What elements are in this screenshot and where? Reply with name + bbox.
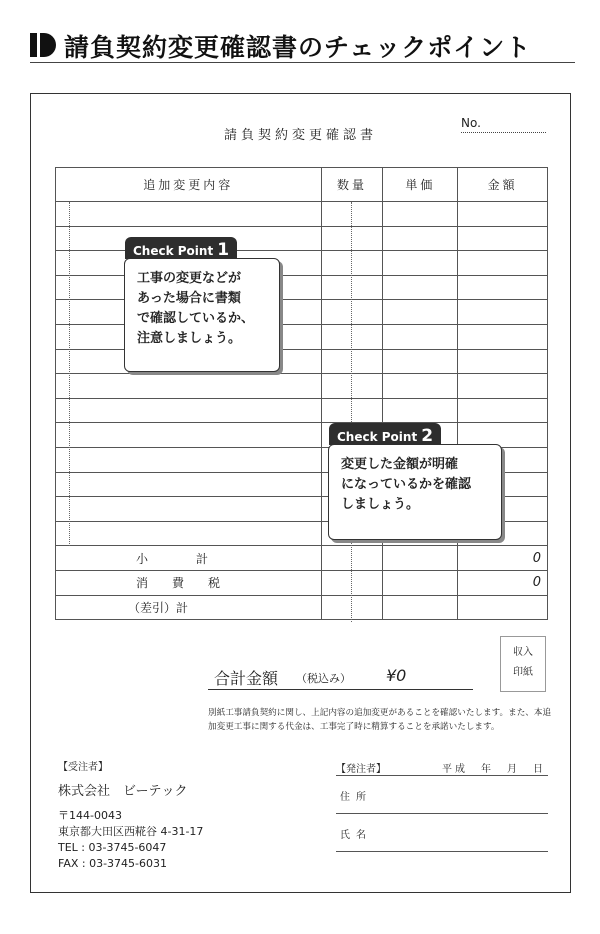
dotted-guide-line [69, 202, 70, 546]
check-point-2-callout [328, 426, 502, 540]
contractor-label: 【受注者】 [58, 762, 108, 773]
orderer-address-field: 住所 [336, 776, 548, 814]
column-header-quantity: 数量 [321, 168, 383, 202]
confirmation-notice: 別紙工事請負契約に関し、上記内容の追加変更があることを確認いたします。また、本追加変更工事に関する代金は、工事完了時に精算することを承諾いたします。 [208, 708, 552, 732]
grand-total-label: 合計金額 [214, 669, 279, 688]
revenue-stamp-box: 収入 印紙 [500, 636, 546, 692]
grand-total [208, 664, 473, 690]
contractor-company: 株式会社 ビーテック [58, 784, 188, 799]
column-header-amount: 金額 [458, 168, 548, 202]
table-row [56, 570, 548, 595]
column-header-description: 追加変更内容 [56, 168, 322, 202]
double-arrow-icon [30, 33, 56, 57]
page-header [30, 28, 575, 64]
check-point-2-caption: Check Point 2 [329, 423, 441, 445]
orderer-info [336, 760, 548, 852]
column-header-unit-price: 単価 [383, 168, 458, 202]
contractor-tel: TEL : 03-3745-6047 [58, 841, 167, 854]
check-point-1-callout [124, 240, 280, 372]
orderer-label: 【発注者】 [336, 764, 386, 775]
form-title: 請負契約変更確認書 [223, 128, 377, 143]
table-row [56, 374, 548, 399]
orderer-name-field: 氏名 [336, 814, 548, 852]
table-row [56, 546, 548, 571]
table-header-row [56, 168, 548, 202]
contractor-info [58, 760, 203, 872]
grand-total-value: ¥0 [386, 666, 407, 685]
contractor-fax: FAX : 03-3745-6031 [58, 857, 168, 870]
tax-included-note: （税込み） [296, 672, 351, 685]
net-total-label: （差引）計 [56, 595, 322, 620]
dotted-guide-line [351, 202, 352, 622]
contractor-postal: 〒144-0043 [58, 809, 122, 822]
net-total-amount [458, 595, 548, 620]
orderer-date: 平成 年 月 日 [442, 764, 546, 775]
subtotal-amount: 0 [458, 546, 548, 571]
contractor-address: 東京都大田区西糀谷 4-31-17 [58, 825, 204, 838]
check-point-1-text: 工事の変更などが あった場合に書類 で確認しているか、 注意しましょう。 [137, 271, 255, 346]
items-table [55, 167, 548, 620]
check-point-2-text: 変更した金額が明確 になっているかを確認 しましょう。 [341, 457, 472, 512]
page-title: 請負契約変更確認書のチェックポイント [64, 33, 532, 62]
consumption-tax-label: 消 費 税 [56, 570, 322, 595]
subtotal-label: 小 計 [56, 546, 322, 571]
table-row [56, 595, 548, 620]
header-rule [30, 62, 575, 63]
consumption-tax-amount: 0 [458, 570, 548, 595]
table-row [56, 398, 548, 423]
form-number-field: No. [461, 116, 546, 133]
table-row [56, 202, 548, 227]
check-point-1-caption: Check Point 1 [125, 237, 237, 259]
